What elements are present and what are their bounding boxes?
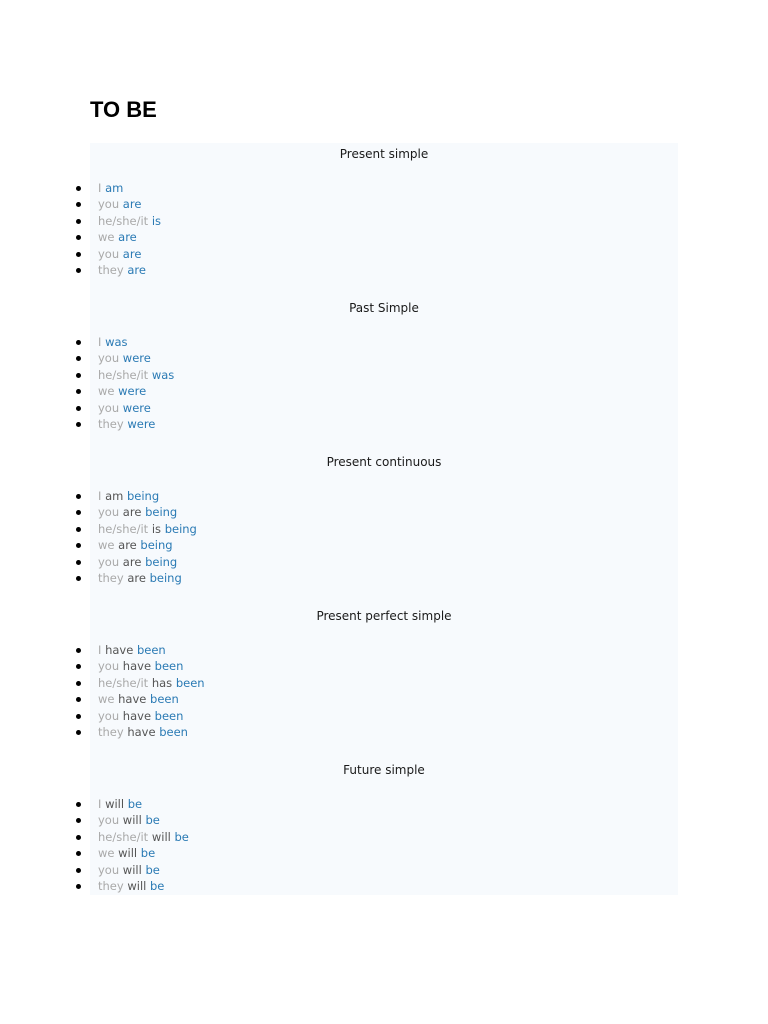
verb-form: been	[175, 675, 205, 690]
verb-form: am	[105, 181, 124, 195]
conjugation-text	[98, 196, 141, 212]
conjugation-text	[98, 537, 173, 553]
verb-form: be	[145, 813, 160, 828]
bullet-icon	[76, 494, 81, 499]
bullet-icon	[76, 802, 81, 807]
verb-form: been	[159, 724, 188, 739]
verb-form: being	[126, 489, 160, 503]
bullet-icon	[76, 835, 81, 840]
conjugation-text	[98, 796, 142, 812]
bullet-icon	[76, 576, 81, 581]
bullet-icon	[76, 219, 81, 224]
auxiliary-verb: will	[127, 878, 147, 893]
verb-form: are	[127, 262, 146, 277]
conjugation-text	[98, 829, 189, 845]
tense-heading: Future simple	[343, 763, 425, 777]
auxiliary-verb: is	[151, 521, 162, 536]
auxiliary-verb: will	[118, 846, 138, 861]
conjugation-text	[98, 334, 128, 350]
conjugation-text	[98, 675, 205, 691]
verb-form: been	[150, 692, 179, 707]
auxiliary-verb: am	[105, 489, 124, 503]
bullet-icon	[76, 422, 81, 427]
conjugation-text	[98, 691, 179, 707]
auxiliary-verb: have	[118, 692, 147, 707]
verb-form: was	[105, 335, 128, 349]
verb-form: be	[145, 862, 160, 877]
pronoun: I	[98, 643, 102, 657]
pronoun: we	[98, 692, 115, 707]
auxiliary-verb: have	[122, 708, 152, 723]
verb-form: be	[140, 846, 156, 861]
auxiliary-verb: will	[151, 829, 171, 844]
bullet-icon	[76, 389, 81, 394]
pronoun: he/she/it	[98, 675, 149, 690]
tense-heading: Present continuous	[326, 455, 442, 469]
conjugation-text	[98, 262, 146, 278]
conjugation-text	[98, 521, 197, 537]
verb-form: being	[164, 521, 197, 536]
pronoun: they	[98, 878, 124, 893]
verb-form: be	[127, 797, 143, 811]
conjugation-text	[98, 724, 188, 740]
verb-form: be	[174, 829, 189, 844]
pronoun: I	[98, 181, 102, 195]
bullet-icon	[76, 714, 81, 719]
conjugation-text	[98, 642, 166, 658]
bullet-icon	[76, 868, 81, 873]
verb-form: being	[145, 505, 178, 520]
bullet-icon	[76, 664, 81, 669]
conjugation-text	[98, 367, 174, 383]
auxiliary-verb: will	[122, 862, 142, 877]
conjugation-text	[98, 554, 177, 570]
conjugation-text	[98, 229, 137, 245]
pronoun: you	[98, 554, 120, 569]
auxiliary-verb: have	[127, 724, 156, 739]
conjugation-text	[98, 416, 155, 432]
verb-form: were	[118, 384, 147, 399]
pronoun: he/she/it	[98, 213, 149, 228]
conjugation-text	[98, 488, 159, 504]
conjugation-panel	[90, 143, 678, 895]
pronoun: you	[98, 659, 120, 674]
conjugation-text	[98, 862, 160, 878]
pronoun: you	[98, 197, 120, 212]
conjugation-text	[98, 812, 160, 828]
conjugation-text	[98, 383, 146, 399]
verb-form: were	[127, 416, 156, 431]
pronoun: they	[98, 262, 124, 277]
bullet-icon	[76, 851, 81, 856]
verb-form: been	[154, 659, 184, 674]
bullet-icon	[76, 252, 81, 257]
verb-form: are	[118, 230, 137, 245]
bullet-icon	[76, 697, 81, 702]
pronoun: you	[98, 813, 120, 828]
bullet-icon	[76, 406, 81, 411]
tense-heading: Present perfect simple	[316, 609, 452, 623]
pronoun: we	[98, 538, 115, 553]
pronoun: he/she/it	[98, 521, 149, 536]
auxiliary-verb: have	[105, 643, 134, 657]
auxiliary-verb: will	[122, 813, 142, 828]
bullet-icon	[76, 268, 81, 273]
verb-form: is	[151, 213, 162, 228]
pronoun: we	[98, 846, 115, 861]
conjugation-text	[98, 400, 151, 416]
pronoun: you	[98, 351, 120, 366]
pronoun: he/she/it	[98, 829, 149, 844]
bullet-icon	[76, 373, 81, 378]
bullet-icon	[76, 681, 81, 686]
verb-form: been	[154, 708, 184, 723]
bullet-icon	[76, 202, 81, 207]
bullet-icon	[76, 884, 81, 889]
verb-form: been	[136, 643, 166, 657]
bullet-icon	[76, 648, 81, 653]
bullet-icon	[76, 560, 81, 565]
conjugation-text	[98, 570, 182, 586]
pronoun: you	[98, 708, 120, 723]
bullet-icon	[76, 527, 81, 532]
auxiliary-verb: are	[118, 538, 137, 553]
pronoun: you	[98, 400, 120, 415]
verb-form: were	[122, 351, 151, 366]
conjugation-text	[98, 845, 155, 861]
conjugation-text	[98, 708, 183, 724]
auxiliary-verb: are	[127, 570, 146, 585]
bullet-icon	[76, 340, 81, 345]
conjugation-text	[98, 180, 123, 196]
tense-heading: Past Simple	[349, 301, 419, 315]
conjugation-text	[98, 246, 141, 262]
verb-form: were	[122, 400, 151, 415]
bullet-icon	[76, 730, 81, 735]
verb-form: was	[151, 367, 175, 382]
conjugation-text	[98, 658, 183, 674]
auxiliary-verb: has	[151, 675, 173, 690]
bullet-icon	[76, 186, 81, 191]
conjugation-text	[98, 878, 164, 894]
bullet-icon	[76, 818, 81, 823]
pronoun: they	[98, 416, 124, 431]
verb-form: be	[150, 878, 165, 893]
bullet-icon	[76, 356, 81, 361]
pronoun: you	[98, 862, 120, 877]
bullet-icon	[76, 235, 81, 240]
tense-heading: Present simple	[339, 147, 429, 161]
verb-form: being	[145, 554, 178, 569]
pronoun: I	[98, 797, 102, 811]
pronoun: he/she/it	[98, 367, 149, 382]
verb-form: being	[140, 538, 173, 553]
verb-form: are	[122, 246, 142, 261]
pronoun: I	[98, 489, 102, 503]
auxiliary-verb: will	[105, 797, 125, 811]
verb-form: are	[122, 197, 142, 212]
pronoun: we	[98, 230, 115, 245]
auxiliary-verb: are	[122, 554, 142, 569]
pronoun: you	[98, 246, 120, 261]
auxiliary-verb: are	[122, 505, 142, 520]
document-title: TO BE	[90, 97, 157, 122]
auxiliary-verb: have	[122, 659, 152, 674]
bullet-icon	[76, 543, 81, 548]
pronoun: you	[98, 505, 120, 520]
conjugation-text	[98, 213, 161, 229]
verb-form: being	[149, 570, 182, 585]
pronoun: I	[98, 335, 102, 349]
pronoun: we	[98, 384, 115, 399]
pronoun: they	[98, 724, 124, 739]
conjugation-text	[98, 350, 151, 366]
conjugation-text	[98, 504, 177, 520]
bullet-icon	[76, 510, 81, 515]
pronoun: they	[98, 570, 124, 585]
